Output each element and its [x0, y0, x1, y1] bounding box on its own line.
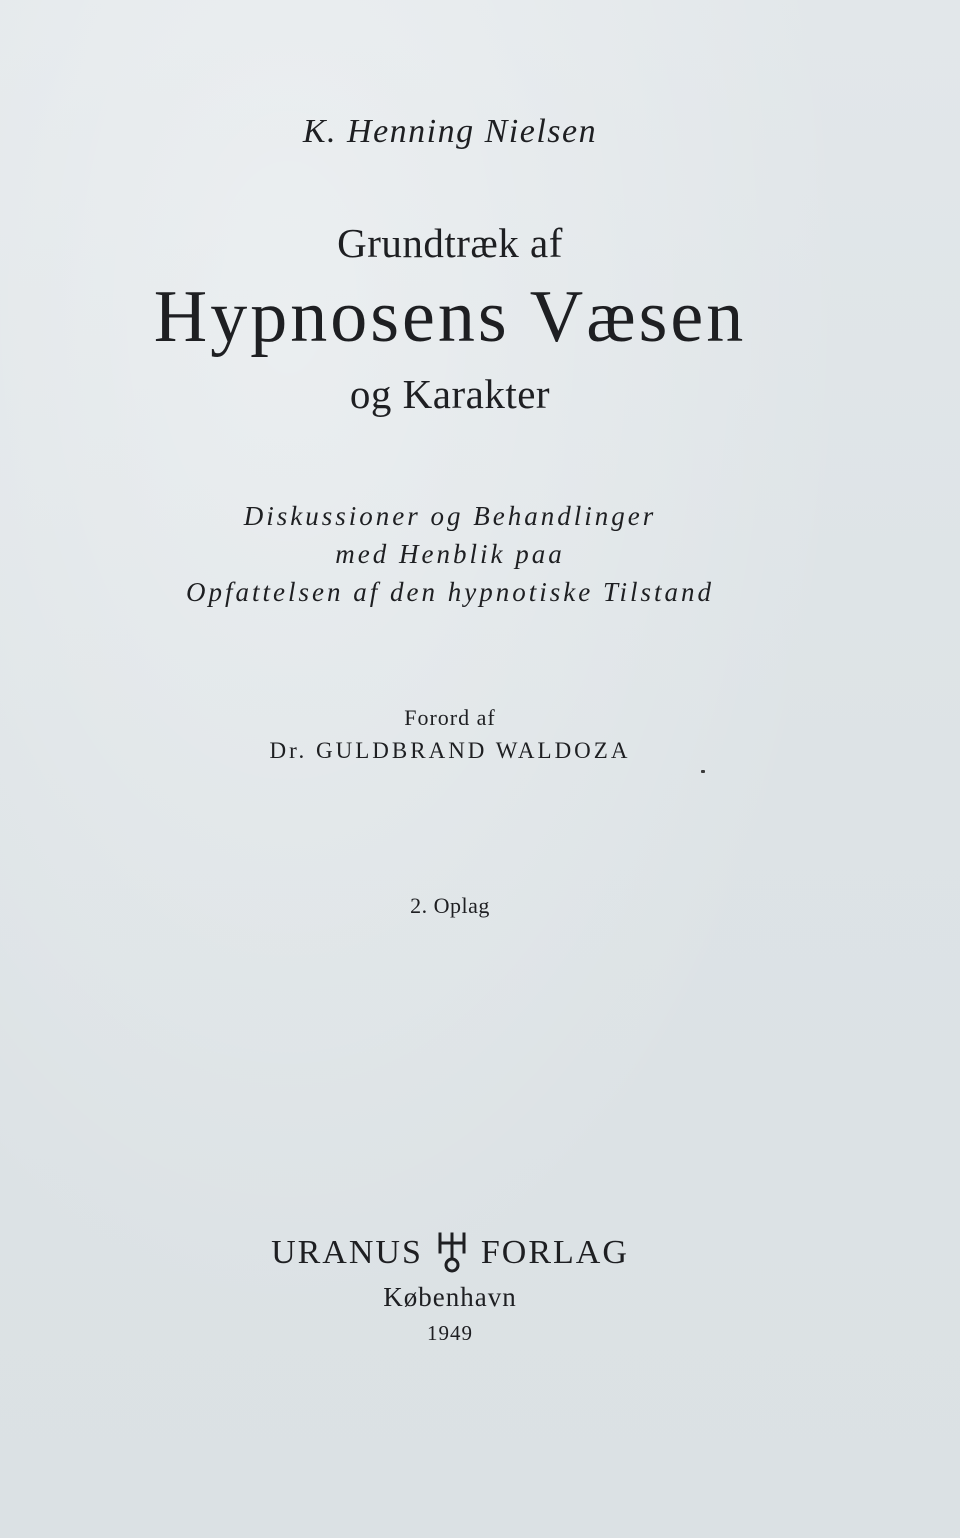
publication-year: 1949	[427, 1321, 473, 1345]
book-title: Hypnosens Væsen	[153, 276, 747, 358]
title-prefix: Grundtræk af	[337, 220, 563, 266]
publisher-line	[0, 1232, 900, 1274]
edition-label: 2. Oplag	[410, 893, 490, 918]
uranus-symbol-icon	[435, 1232, 469, 1274]
publisher-city: København	[383, 1282, 517, 1312]
publisher-name-left: URANUS	[271, 1234, 423, 1271]
subtitle-line-2: med Henblik paa	[335, 539, 565, 569]
subtitle-line-3: Opfattelsen af den hypnotiske Tilstand	[186, 577, 714, 607]
print-speck	[701, 770, 705, 773]
author-name: K. Henning Nielsen	[302, 113, 598, 150]
subtitle-line-1: Diskussioner og Behandlinger	[243, 501, 657, 531]
publisher-name-right: FORLAG	[480, 1234, 629, 1271]
foreword-author: Dr. GULDBRAND WALDOZA	[269, 738, 631, 763]
title-suffix: og Karakter	[349, 371, 551, 417]
foreword-label: Forord af	[404, 705, 496, 730]
